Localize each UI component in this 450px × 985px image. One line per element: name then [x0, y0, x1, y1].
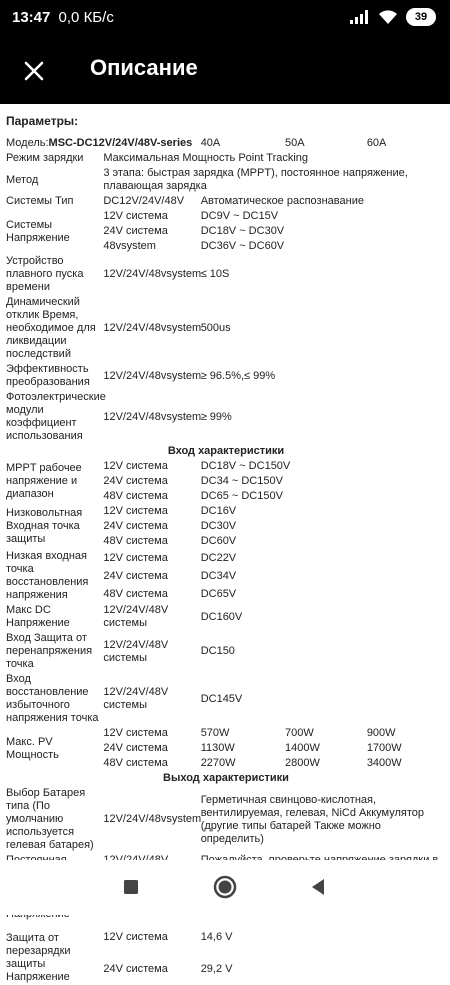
row-label: Режим зарядки	[6, 151, 103, 166]
row-value: ≥ 99%	[201, 390, 446, 444]
row-label: Макс DC Напряжение	[6, 603, 103, 631]
status-bar	[0, 0, 450, 36]
signal-icon	[350, 10, 370, 24]
row-system: 48vsystem	[103, 239, 200, 254]
page-title: Описание	[90, 55, 198, 81]
row-value-60a: 1700W	[367, 741, 446, 756]
row-system: 12V/24V/48vsystem	[103, 295, 200, 362]
row-label: MPPT рабочее напряжение и диапазон	[6, 459, 103, 504]
row-system: 24V система	[103, 474, 200, 489]
table-row	[6, 151, 446, 166]
input-section-heading: Вход характеристики	[6, 444, 446, 459]
spec-table	[6, 136, 446, 985]
row-label: Эффективность преобразования	[6, 362, 103, 390]
row-system: 12V/24V/48vsystem	[103, 362, 200, 390]
recents-button[interactable]	[118, 874, 144, 900]
row-value-60a: 900W	[367, 726, 446, 741]
row-label: Системы Напряжение	[6, 209, 103, 254]
row-value: DC160V	[201, 603, 446, 631]
row-system: 12V система	[103, 504, 200, 519]
close-icon	[16, 53, 52, 89]
row-value: Герметичная свинцово-кислотная, вентилируемая, гелевая, NiCd Аккумулятор (другие типы батарей Также можно определить)	[201, 786, 446, 853]
row-value: ≥ 96.5%,≤ 99%	[201, 362, 446, 390]
row-value: DC34V	[201, 567, 446, 585]
table-row	[6, 254, 446, 295]
row-value-60a: 3400W	[367, 756, 446, 771]
row-system: 24V система	[103, 567, 200, 585]
table-row	[6, 362, 446, 390]
row-value: Автоматическое распознавание	[201, 194, 446, 209]
table-row	[6, 504, 446, 519]
table-row	[6, 459, 446, 474]
row-value: Максимальная Мощность Point Tracking	[103, 151, 446, 166]
table-row	[6, 209, 446, 224]
recents-square-icon	[118, 874, 144, 900]
home-circle-icon	[212, 874, 238, 900]
row-value: DC65 ~ DC150V	[201, 489, 446, 504]
row-value: DC18V ~ DC150V	[201, 459, 446, 474]
row-system: 12V система	[103, 549, 200, 567]
row-value: DC9V ~ DC15V	[201, 209, 446, 224]
row-system: 12V/24V/48V системы	[103, 603, 200, 631]
model-col-50a: 50A	[285, 136, 367, 151]
status-right	[350, 8, 436, 26]
row-system: 12V система	[103, 209, 200, 224]
row-value-40a: 2270W	[201, 756, 285, 771]
row-label: Системы Тип	[6, 194, 103, 209]
model-col-60a: 60A	[367, 136, 446, 151]
table-row	[6, 390, 446, 444]
row-value: DC34 ~ DC150V	[201, 474, 446, 489]
back-button[interactable]	[305, 874, 331, 900]
row-system: 12V/24V/48vsystem	[103, 390, 200, 444]
row-system: 12V система	[103, 459, 200, 474]
table-row	[6, 786, 446, 853]
back-triangle-icon	[305, 874, 331, 900]
row-value-50a: 2800W	[285, 756, 367, 771]
row-value: ≤ 10S	[201, 254, 446, 295]
row-label: Выбор Батарея типа (По умолчанию используется гелевая батарея)	[6, 786, 103, 853]
row-system: 48V система	[103, 534, 200, 549]
battery-icon: 39	[406, 8, 436, 26]
row-system: 12V/24V/48vsystem	[103, 786, 200, 853]
row-value: DC36V ~ DC60V	[201, 239, 446, 254]
model-value: MSC-DC12V/24V/48V-series	[49, 137, 193, 149]
model-cell	[6, 136, 201, 151]
table-row	[6, 631, 446, 672]
row-system: 24V система	[103, 741, 200, 756]
row-system: 48V система	[103, 756, 200, 771]
row-system: 24V система	[103, 224, 200, 239]
row-label: Вход Защита от перенапряжения точка	[6, 631, 103, 672]
row-system: 48V система	[103, 489, 200, 504]
section-row	[6, 444, 446, 459]
row-label: Вход восстановление избыточного напряжения точка	[6, 672, 103, 726]
status-left	[12, 9, 114, 26]
row-label: Метод	[6, 166, 103, 194]
row-system: DC12V/24V/48V	[103, 194, 200, 209]
app-bar	[0, 36, 450, 104]
description-content[interactable]	[0, 104, 450, 860]
system-nav-bar	[0, 860, 450, 915]
row-value: DC150	[201, 631, 446, 672]
row-label: Динамический отклик Время, необходимое для ликвидации последствий	[6, 295, 103, 362]
status-time: 13:47	[12, 9, 50, 26]
output-section-heading: Выход характеристики	[6, 771, 446, 786]
row-value: DC16V	[201, 504, 446, 519]
row-system: 12V/24V/48V системы	[103, 631, 200, 672]
params-heading: Параметры:	[6, 114, 78, 128]
table-row	[6, 726, 446, 741]
row-system: 12V система	[103, 922, 200, 954]
table-row	[6, 136, 446, 151]
row-label: Фотоэлектрические модули коэффициент использования	[6, 390, 103, 444]
row-value: DC65V	[201, 585, 446, 603]
table-row	[6, 166, 446, 194]
table-row	[6, 549, 446, 567]
row-value: DC22V	[201, 549, 446, 567]
row-label: Низковольтная Входная точка защиты	[6, 504, 103, 549]
row-label: Макс. PV Мощность	[6, 726, 103, 771]
table-row	[6, 295, 446, 362]
row-value: DC18V ~ DC30V	[201, 224, 446, 239]
row-value-50a: 1400W	[285, 741, 367, 756]
row-system: 24V система	[103, 954, 200, 985]
row-value: 29,2 V	[201, 954, 446, 985]
row-label: Низкая входная точка восстановления напряжения	[6, 549, 103, 603]
row-value: DC60V	[201, 534, 446, 549]
row-system: 48V система	[103, 585, 200, 603]
status-speed: 0,0 КБ/с	[59, 9, 114, 26]
table-row	[6, 194, 446, 209]
row-value: 500us	[201, 295, 446, 362]
close-button[interactable]	[16, 53, 52, 89]
table-row	[6, 922, 446, 954]
row-value-40a: 570W	[201, 726, 285, 741]
row-system: 12V/24V/48vsystem	[103, 254, 200, 295]
row-label: Устройство плавного пуска времени	[6, 254, 103, 295]
row-system: 24V система	[103, 519, 200, 534]
wifi-icon	[378, 10, 398, 25]
model-col-40a: 40A	[201, 136, 285, 151]
row-value: DC145V	[201, 672, 446, 726]
row-label: Защита от перезарядки защиты Напряжение	[6, 922, 103, 985]
row-value: DC30V	[201, 519, 446, 534]
row-system: 12V система	[103, 726, 200, 741]
section-row	[6, 771, 446, 786]
row-value: 3 этапа: быстрая зарядка (MPPT), постоянное напряжение, плавающая зарядка	[103, 166, 446, 194]
table-row	[6, 672, 446, 726]
row-value: 14,6 V	[201, 922, 446, 954]
table-row	[6, 603, 446, 631]
model-label: Модель:	[6, 137, 49, 149]
home-button[interactable]	[212, 874, 238, 900]
row-value-50a: 700W	[285, 726, 367, 741]
row-system: 12V/24V/48V системы	[103, 672, 200, 726]
row-value-40a: 1130W	[201, 741, 285, 756]
